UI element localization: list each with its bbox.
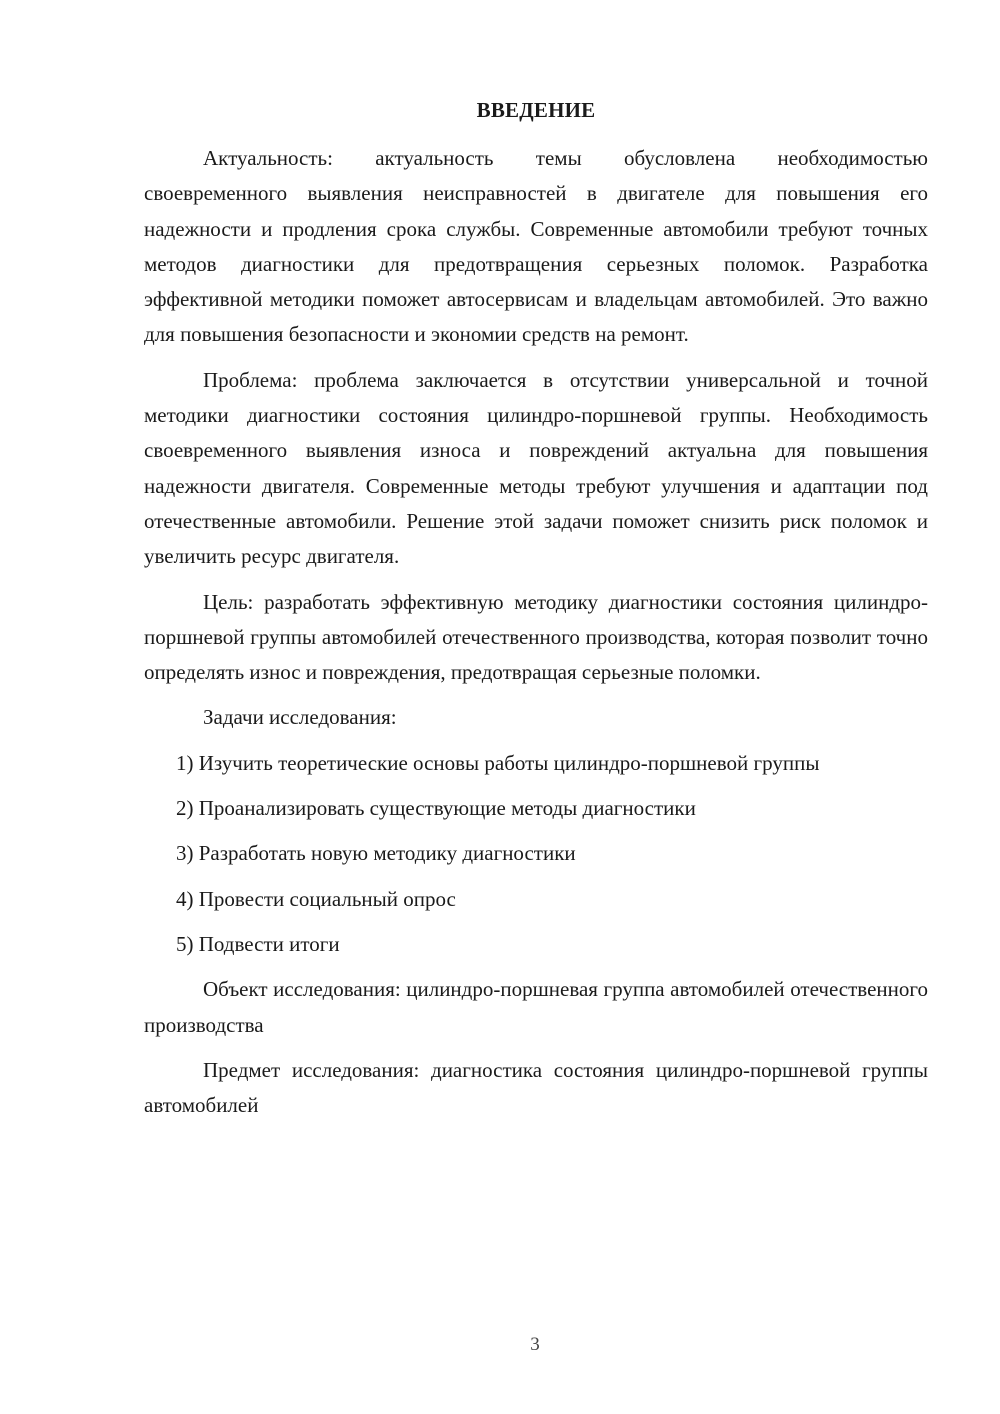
goal-paragraph: Цель: разработать эффективную методику диагностики состояния цилиндро-поршневой группы автомобилей отечественного производства, которая позволит точно определять износ и повреждения, предотвращая серьезные поломки. [144,589,928,685]
task-item-3: 3) Разработать новую методику диагностики [176,841,576,866]
tasks-heading: Задачи исследования: [203,705,397,730]
task-item-1: 1) Изучить теоретические основы работы цилиндро-поршневой группы [176,750,820,775]
task-item-2: 2) Проанализировать существующие методы диагностики [176,796,696,821]
task-item-4: 4) Провести социальный опрос [176,886,456,911]
page-title: ВВЕДЕНИЕ [476,98,596,122]
subject-paragraph: Предмет исследования: диагностика состояния цилиндро-поршневой группы автомобилей [144,1057,928,1118]
task-item-5: 5) Подвести итоги [176,931,340,956]
relevance-paragraph: Актуальность: актуальность темы обусловлена необходимостью своевременного выявления неисправностей в двигателе для повышения его надежности и продления срока службы. Современные автомобили требуют точных методов диагностики для предотвращения серьезных поломок. Разработка эффективной методики поможет автосервисам и владельцам автомобилей. Это важно для повышения безопасности и экономии средств на ремонт. [144,146,928,347]
document-page [144,95,928,1133]
page-number: 3 [530,1334,540,1355]
object-paragraph: Объект исследования: цилиндро-поршневая группа автомобилей отечественного производства [144,977,928,1037]
problem-paragraph: Проблема: проблема заключается в отсутствии универсальной и точной методики диагностики состояния цилиндро-поршневой группы. Необходимость своевременного выявления износа и повреждений актуальна для повышения надежности двигателя. Современные методы требуют улучшения и адаптации под отечественные автомобили. Решение этой задачи поможет снизить риск поломок и увеличить ресурс двигателя. [144,367,928,569]
